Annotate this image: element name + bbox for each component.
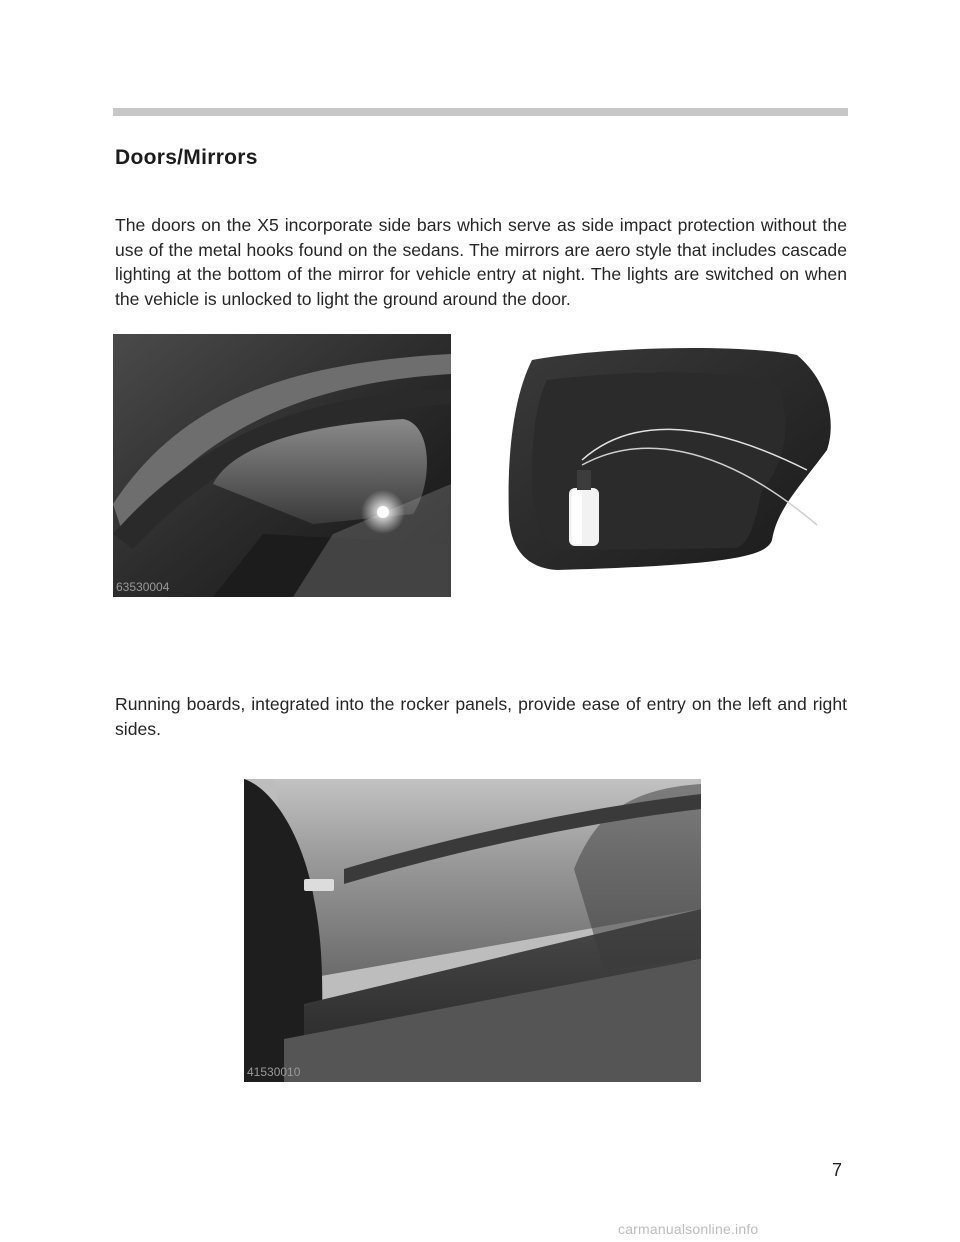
mirror-housing-illustration — [497, 340, 852, 585]
photo-id-label: 63530004 — [116, 580, 170, 594]
mirror-lighting-photo — [113, 334, 451, 597]
intro-paragraph: The doors on the X5 incorporate side bars which serve as side impact protection without the use of the metal hooks found on the sedans. The mirrors are aero style that includes cascade lighting at the bottom of the mirror for vehicle entry at night. The lights are switched on when the vehicle is unlocked to light the ground around the door. — [115, 215, 847, 309]
running-board-photo — [244, 779, 701, 1082]
section-heading: Doors/Mirrors — [115, 146, 258, 169]
running-boards-paragraph: Running boards, integrated into the rocker panels, provide ease of entry on the left and right sides. — [115, 694, 847, 739]
mirror-housing-photo — [497, 340, 852, 585]
mirror-lighting-illustration — [113, 334, 451, 597]
page-number: 7 — [832, 1160, 843, 1180]
photo-id-label: 41530010 — [247, 1065, 301, 1079]
header-rule — [113, 108, 848, 116]
running-board-illustration — [244, 779, 701, 1082]
footer-watermark[interactable]: carmanualsonline.info — [618, 1221, 759, 1237]
